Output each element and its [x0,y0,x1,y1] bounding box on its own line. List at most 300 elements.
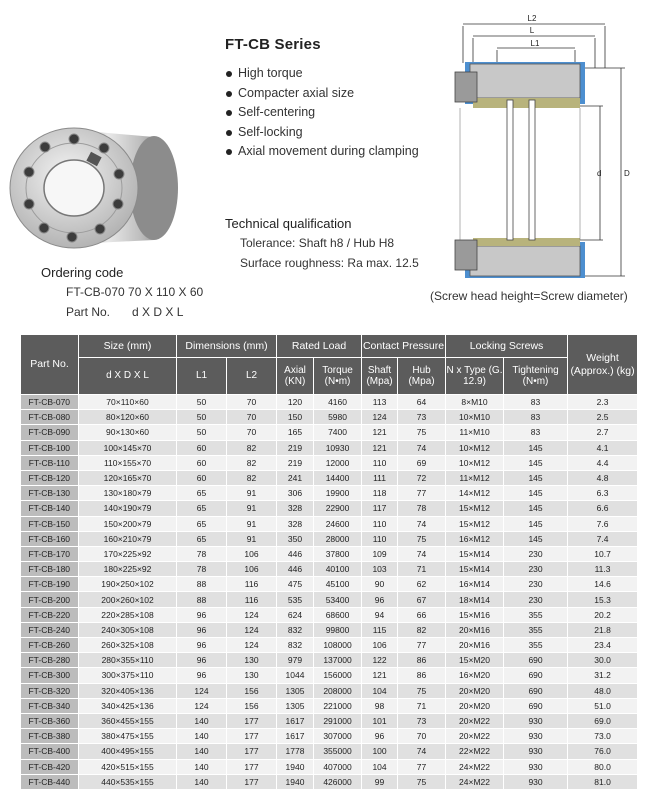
header-dimensions: Dimensions (mm) [177,335,277,358]
cell-nxtype: 24×M22 [446,759,504,774]
cell-hub: 86 [398,668,446,683]
cell-l1: 88 [177,577,227,592]
cell-tightening: 690 [504,653,568,668]
cell-hub: 77 [398,638,446,653]
cell-shaft: 121 [362,425,398,440]
cell-part-no: FT-CB-200 [21,592,79,607]
tolerance-text: Tolerance: Shaft h8 / Hub H8 [240,236,395,250]
cell-l1: 65 [177,486,227,501]
cell-shaft: 101 [362,713,398,728]
cell-torque: 355000 [314,744,362,759]
cell-size: 440×535×155 [79,774,177,789]
cell-part-no: FT-CB-340 [21,698,79,713]
cell-part-no: FT-CB-280 [21,653,79,668]
header-locking-screws: Locking Screws [446,335,568,358]
cell-nxtype: 10×M10 [446,410,504,425]
cell-size: 70×110×60 [79,395,177,410]
cell-part-no: FT-CB-160 [21,531,79,546]
cell-tightening: 145 [504,486,568,501]
cell-axial: 1617 [277,713,314,728]
feature-item: High torque [222,64,419,84]
cell-weight: 80.0 [568,759,638,774]
cell-l2: 70 [227,410,277,425]
cell-l2: 130 [227,653,277,668]
cell-nxtype: 14×M12 [446,486,504,501]
cell-l1: 96 [177,638,227,653]
cell-part-no: FT-CB-300 [21,668,79,683]
cell-axial: 328 [277,501,314,516]
cell-torque: 24600 [314,516,362,531]
cell-axial: 535 [277,592,314,607]
cell-torque: 307000 [314,729,362,744]
cell-size: 340×425×136 [79,698,177,713]
cell-tightening: 930 [504,759,568,774]
cell-l2: 70 [227,425,277,440]
cell-nxtype: 22×M22 [446,744,504,759]
cell-l1: 78 [177,546,227,561]
roughness-text: Surface roughness: Ra max. 12.5 [240,256,419,270]
cell-size: 400×495×155 [79,744,177,759]
table-row [21,774,638,789]
cell-axial: 475 [277,577,314,592]
cell-torque: 99800 [314,622,362,637]
cell-axial: 1044 [277,668,314,683]
cell-nxtype: 15×M14 [446,546,504,561]
cell-weight: 4.4 [568,455,638,470]
table-row [21,729,638,744]
table-row [21,470,638,485]
table-row [21,698,638,713]
cell-hub: 74 [398,546,446,561]
cell-shaft: 99 [362,774,398,789]
cell-hub: 77 [398,486,446,501]
cell-tightening: 930 [504,713,568,728]
cell-l2: 156 [227,698,277,713]
table-row [21,562,638,577]
cell-size: 110×155×70 [79,455,177,470]
table-row [21,516,638,531]
cell-axial: 165 [277,425,314,440]
cell-part-no: FT-CB-190 [21,577,79,592]
cell-tightening: 355 [504,607,568,622]
cell-torque: 426000 [314,774,362,789]
dim-l2-label: L2 [527,14,537,23]
cell-nxtype: 11×M12 [446,470,504,485]
cell-nxtype: 15×M14 [446,562,504,577]
cell-hub: 78 [398,501,446,516]
table-row [21,744,638,759]
cell-l2: 130 [227,668,277,683]
header-weight: Weight (Approx.) (kg) [568,335,638,395]
cell-hub: 75 [398,683,446,698]
ordering-format-label: Part No. [66,305,111,319]
cell-l2: 177 [227,759,277,774]
cell-nxtype: 20×M22 [446,729,504,744]
header-l1: L1 [177,358,227,395]
cell-torque: 4160 [314,395,362,410]
cell-l2: 91 [227,531,277,546]
cell-nxtype: 18×M14 [446,592,504,607]
cell-tightening: 230 [504,577,568,592]
product-photo [4,112,194,262]
cell-size: 320×405×136 [79,683,177,698]
cell-size: 120×165×70 [79,470,177,485]
table-row [21,531,638,546]
table-row [21,653,638,668]
cell-nxtype: 24×M22 [446,774,504,789]
specification-table [20,334,638,790]
cell-tightening: 145 [504,531,568,546]
cell-weight: 11.3 [568,562,638,577]
ordering-format-value: d X D X L [132,305,184,319]
cell-weight: 69.0 [568,713,638,728]
cell-axial: 241 [277,470,314,485]
cell-axial: 219 [277,440,314,455]
cell-hub: 74 [398,516,446,531]
screw-note: (Screw head height=Screw diameter) [430,289,628,303]
cell-l2: 124 [227,638,277,653]
cell-l1: 96 [177,622,227,637]
cell-part-no: FT-CB-110 [21,455,79,470]
table-row [21,410,638,425]
technical-title: Technical qualification [225,216,352,231]
cell-axial: 120 [277,395,314,410]
cell-size: 140×190×79 [79,501,177,516]
cell-axial: 1778 [277,744,314,759]
cell-shaft: 110 [362,455,398,470]
cell-part-no: FT-CB-090 [21,425,79,440]
series-title: FT-CB Series [225,36,321,53]
cell-torque: 108000 [314,638,362,653]
cell-tightening: 230 [504,592,568,607]
cell-l1: 124 [177,683,227,698]
table-row [21,440,638,455]
cell-hub: 77 [398,759,446,774]
cell-axial: 1940 [277,759,314,774]
cell-l1: 124 [177,698,227,713]
cell-l2: 82 [227,455,277,470]
cell-size: 170×225×92 [79,546,177,561]
table-row [21,501,638,516]
cell-hub: 67 [398,592,446,607]
cell-hub: 66 [398,607,446,622]
cell-size: 180×225×92 [79,562,177,577]
cell-axial: 832 [277,638,314,653]
cell-tightening: 690 [504,683,568,698]
cell-size: 160×210×79 [79,531,177,546]
cell-axial: 350 [277,531,314,546]
cell-part-no: FT-CB-100 [21,440,79,455]
cell-tightening: 355 [504,638,568,653]
cell-weight: 23.4 [568,638,638,653]
cell-nxtype: 20×M16 [446,622,504,637]
cell-l2: 124 [227,607,277,622]
cell-l2: 91 [227,486,277,501]
cell-torque: 291000 [314,713,362,728]
cell-nxtype: 16×M14 [446,577,504,592]
cell-shaft: 115 [362,622,398,637]
cell-hub: 74 [398,744,446,759]
cell-nxtype: 15×M16 [446,607,504,622]
dim-d-large-label: D [624,169,630,178]
cell-hub: 72 [398,470,446,485]
cell-part-no: FT-CB-180 [21,562,79,577]
cell-weight: 76.0 [568,744,638,759]
table-row [21,622,638,637]
cell-hub: 86 [398,653,446,668]
cell-shaft: 124 [362,410,398,425]
cell-l2: 124 [227,622,277,637]
cell-nxtype: 10×M12 [446,455,504,470]
cell-shaft: 103 [362,562,398,577]
cell-tightening: 83 [504,395,568,410]
cell-shaft: 90 [362,577,398,592]
table-row [21,395,638,410]
cell-l2: 177 [227,729,277,744]
cell-part-no: FT-CB-120 [21,470,79,485]
cell-shaft: 111 [362,470,398,485]
cell-size: 300×375×110 [79,668,177,683]
feature-item: Self-locking [222,123,419,143]
cell-weight: 2.5 [568,410,638,425]
header-size-sub: d X D X L [79,358,177,395]
cell-shaft: 96 [362,729,398,744]
cell-l1: 60 [177,470,227,485]
feature-item: Axial movement during clamping [222,142,419,162]
cell-l2: 82 [227,440,277,455]
feature-item: Compacter axial size [222,84,419,104]
header-tightening: Tightening (N•m) [504,358,568,395]
cell-size: 220×285×108 [79,607,177,622]
cell-nxtype: 20×M22 [446,713,504,728]
cell-tightening: 83 [504,425,568,440]
cell-nxtype: 15×M20 [446,653,504,668]
cell-shaft: 110 [362,516,398,531]
header-hub: Hub (Mpa) [398,358,446,395]
cell-torque: 37800 [314,546,362,561]
cell-l1: 140 [177,744,227,759]
cell-torque: 12000 [314,455,362,470]
cell-torque: 156000 [314,668,362,683]
cell-size: 90×130×60 [79,425,177,440]
table-row [21,638,638,653]
cell-hub: 71 [398,698,446,713]
cell-shaft: 117 [362,501,398,516]
cell-part-no: FT-CB-130 [21,486,79,501]
cell-tightening: 145 [504,516,568,531]
cell-part-no: FT-CB-380 [21,729,79,744]
cell-weight: 14.6 [568,577,638,592]
table-row [21,486,638,501]
cell-axial: 1305 [277,683,314,698]
cell-nxtype: 20×M16 [446,638,504,653]
cell-torque: 53400 [314,592,362,607]
cell-torque: 22900 [314,501,362,516]
cell-weight: 21.8 [568,622,638,637]
cell-shaft: 98 [362,698,398,713]
cell-axial: 446 [277,562,314,577]
cell-l1: 50 [177,395,227,410]
cell-tightening: 145 [504,455,568,470]
cell-l1: 88 [177,592,227,607]
cell-torque: 137000 [314,653,362,668]
cell-part-no: FT-CB-150 [21,516,79,531]
cell-size: 150×200×79 [79,516,177,531]
cell-part-no: FT-CB-320 [21,683,79,698]
cell-hub: 62 [398,577,446,592]
cell-size: 280×355×110 [79,653,177,668]
header-shaft: Shaft (Mpa) [362,358,398,395]
cell-part-no: FT-CB-360 [21,713,79,728]
cell-weight: 48.0 [568,683,638,698]
cell-l1: 50 [177,425,227,440]
header-torque: Torque (N•m) [314,358,362,395]
ordering-format [66,305,183,319]
cell-tightening: 230 [504,562,568,577]
cell-weight: 15.3 [568,592,638,607]
cell-size: 380×475×155 [79,729,177,744]
cell-torque: 40100 [314,562,362,577]
table-row [21,455,638,470]
cell-nxtype: 20×M20 [446,698,504,713]
cell-torque: 7400 [314,425,362,440]
cell-tightening: 930 [504,729,568,744]
cell-axial: 306 [277,486,314,501]
cell-part-no: FT-CB-170 [21,546,79,561]
cell-shaft: 106 [362,638,398,653]
cell-tightening: 145 [504,501,568,516]
cell-part-no: FT-CB-400 [21,744,79,759]
cell-weight: 51.0 [568,698,638,713]
table-row [21,425,638,440]
cell-torque: 10930 [314,440,362,455]
cell-shaft: 96 [362,592,398,607]
cell-size: 240×305×108 [79,622,177,637]
cell-l2: 116 [227,592,277,607]
cell-weight: 2.3 [568,395,638,410]
cell-axial: 1305 [277,698,314,713]
cell-axial: 832 [277,622,314,637]
table-row [21,713,638,728]
cell-torque: 68600 [314,607,362,622]
cell-hub: 75 [398,425,446,440]
cell-hub: 69 [398,455,446,470]
cell-size: 100×145×70 [79,440,177,455]
ordering-example: FT-CB-070 70 X 110 X 60 [66,285,204,299]
cell-torque: 45100 [314,577,362,592]
cell-weight: 6.6 [568,501,638,516]
cell-axial: 446 [277,546,314,561]
cell-hub: 70 [398,729,446,744]
cell-nxtype: 15×M12 [446,516,504,531]
cell-part-no: FT-CB-440 [21,774,79,789]
header-axial: Axial (KN) [277,358,314,395]
cell-hub: 75 [398,531,446,546]
cell-l1: 96 [177,607,227,622]
cell-l1: 65 [177,531,227,546]
cell-l1: 140 [177,729,227,744]
cell-l1: 140 [177,759,227,774]
cell-nxtype: 11×M10 [446,425,504,440]
cell-weight: 7.4 [568,531,638,546]
table-row [21,592,638,607]
cell-l1: 50 [177,410,227,425]
header-rated-load: Rated Load [277,335,362,358]
table-row [21,577,638,592]
cell-torque: 221000 [314,698,362,713]
cell-axial: 1940 [277,774,314,789]
dim-l-label: L [529,26,535,35]
specification-table-body [21,395,638,790]
cell-size: 360×455×155 [79,713,177,728]
cell-l1: 60 [177,455,227,470]
cell-nxtype: 16×M12 [446,531,504,546]
cell-weight: 7.6 [568,516,638,531]
header-contact-pressure: Contact Pressure [362,335,446,358]
cell-l2: 177 [227,744,277,759]
cell-size: 420×515×155 [79,759,177,774]
cell-shaft: 109 [362,546,398,561]
cell-l2: 106 [227,546,277,561]
cell-axial: 150 [277,410,314,425]
cell-shaft: 110 [362,531,398,546]
cell-tightening: 355 [504,622,568,637]
cell-shaft: 113 [362,395,398,410]
cell-l1: 65 [177,501,227,516]
dim-d-small-label: d [597,169,602,178]
cell-shaft: 104 [362,759,398,774]
cell-torque: 407000 [314,759,362,774]
header-size: Size (mm) [79,335,177,358]
feature-item: Self-centering [222,103,419,123]
cell-hub: 73 [398,713,446,728]
cell-l1: 96 [177,668,227,683]
cell-weight: 81.0 [568,774,638,789]
cell-part-no: FT-CB-140 [21,501,79,516]
table-row [21,607,638,622]
cell-hub: 74 [398,440,446,455]
cell-hub: 71 [398,562,446,577]
cell-l2: 177 [227,713,277,728]
cell-part-no: FT-CB-420 [21,759,79,774]
cell-part-no: FT-CB-080 [21,410,79,425]
cell-l2: 116 [227,577,277,592]
table-row [21,546,638,561]
cell-torque: 28000 [314,531,362,546]
cell-weight: 2.7 [568,425,638,440]
header-nxtype: N x Type (G. 12.9) [446,358,504,395]
cell-axial: 979 [277,653,314,668]
cell-tightening: 230 [504,546,568,561]
cell-torque: 14400 [314,470,362,485]
feature-list [222,64,419,162]
cell-axial: 328 [277,516,314,531]
cell-size: 130×180×79 [79,486,177,501]
ordering-title: Ordering code [41,265,124,280]
cell-tightening: 83 [504,410,568,425]
cell-axial: 219 [277,455,314,470]
cell-part-no: FT-CB-260 [21,638,79,653]
cell-weight: 20.2 [568,607,638,622]
cell-nxtype: 15×M12 [446,501,504,516]
cell-weight: 10.7 [568,546,638,561]
cell-l2: 177 [227,774,277,789]
cell-nxtype: 10×M12 [446,440,504,455]
cell-tightening: 690 [504,668,568,683]
cell-part-no: FT-CB-070 [21,395,79,410]
cell-nxtype: 8×M10 [446,395,504,410]
cell-torque: 5980 [314,410,362,425]
